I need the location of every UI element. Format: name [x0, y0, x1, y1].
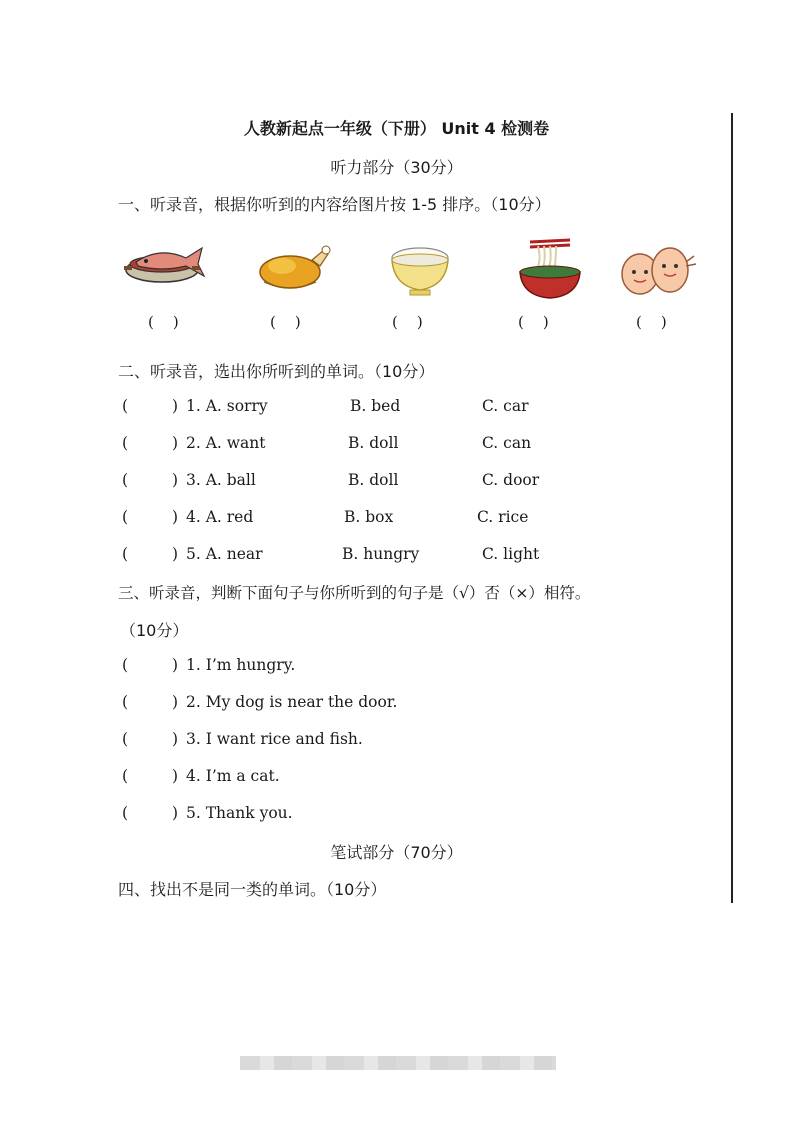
option-a: 3. A. ball — [186, 471, 256, 489]
page-border-line — [731, 113, 733, 903]
section4-heading: 四、找出不是同一类的单词。（10分） — [118, 880, 387, 899]
sentence: 5. Thank you. — [186, 804, 293, 822]
answer-blank-open[interactable]: ( — [122, 656, 129, 674]
option-a: 2. A. want — [186, 434, 266, 452]
section1-heading: 一、听录音，根据你听到的内容给图片按 1-5 排序。（10分） — [118, 195, 551, 214]
option-a: 1. A. sorry — [186, 397, 268, 415]
answer-blank-open[interactable]: ( — [122, 767, 129, 785]
written-part-label: 笔试部分（70分） — [330, 843, 463, 862]
picture-answer-blank[interactable]: ( ) — [518, 313, 549, 331]
roast-chicken-icon — [250, 236, 340, 302]
answer-blank-close: ) — [172, 730, 179, 748]
option-b: B. box — [344, 508, 394, 526]
option-c: C. door — [482, 471, 540, 489]
section3-heading: 三、听录音，判断下面句子与你所听到的句子是（√）否（×）相符。 — [118, 584, 591, 602]
option-a: 4. A. red — [186, 508, 254, 526]
option-b: B. doll — [348, 471, 399, 489]
option-b: B. hungry — [342, 545, 420, 563]
option-a: 5. A. near — [186, 545, 263, 563]
option-b: B. bed — [350, 397, 401, 415]
sentence: 2. My dog is near the door. — [186, 693, 398, 711]
answer-blank-close: ) — [172, 397, 179, 415]
answer-blank-close: ) — [172, 804, 179, 822]
fish-dish-icon — [120, 236, 210, 302]
sentence: 3. I want rice and fish. — [186, 730, 363, 748]
blurred-footer — [240, 1056, 556, 1070]
section3-points: （10分） — [120, 621, 189, 640]
answer-blank-open[interactable]: ( — [122, 434, 129, 452]
noodles-icon — [508, 236, 598, 302]
sentence: 1. I’m hungry. — [186, 656, 296, 674]
answer-blank-close: ) — [172, 767, 179, 785]
option-b: B. doll — [348, 434, 399, 452]
rice-bowl-icon — [376, 236, 466, 302]
option-c: C. can — [482, 434, 532, 452]
answer-blank-open[interactable]: ( — [122, 693, 129, 711]
answer-blank-close: ) — [172, 434, 179, 452]
listening-part-label: 听力部分（30分） — [330, 158, 463, 177]
answer-blank-open[interactable]: ( — [122, 804, 129, 822]
answer-blank-open[interactable]: ( — [122, 397, 129, 415]
picture-answer-blank[interactable]: ( ) — [270, 313, 301, 331]
picture-answer-blank[interactable]: ( ) — [392, 313, 423, 331]
answer-blank-open[interactable]: ( — [122, 545, 129, 563]
answer-blank-open[interactable]: ( — [122, 730, 129, 748]
picture-answer-blank[interactable]: ( ) — [636, 313, 667, 331]
option-c: C. light — [482, 545, 540, 563]
answer-blank-open[interactable]: ( — [122, 508, 129, 526]
page-title: 人教新起点一年级（下册） Unit 4 检测卷 — [243, 119, 550, 138]
answer-blank-close: ) — [172, 656, 179, 674]
answer-blank-close: ) — [172, 508, 179, 526]
section2-heading: 二、听录音，选出你所听到的单词。（10分） — [118, 362, 435, 381]
picture-row — [120, 236, 710, 306]
answer-blank-open[interactable]: ( — [122, 471, 129, 489]
option-c: C. car — [482, 397, 529, 415]
picture-answer-blank[interactable]: ( ) — [148, 313, 179, 331]
eggs-icon — [614, 236, 704, 302]
answer-blank-close: ) — [172, 471, 179, 489]
sentence: 4. I’m a cat. — [186, 767, 280, 785]
answer-blank-close: ) — [172, 693, 179, 711]
answer-blank-close: ) — [172, 545, 179, 563]
option-c: C. rice — [477, 508, 529, 526]
